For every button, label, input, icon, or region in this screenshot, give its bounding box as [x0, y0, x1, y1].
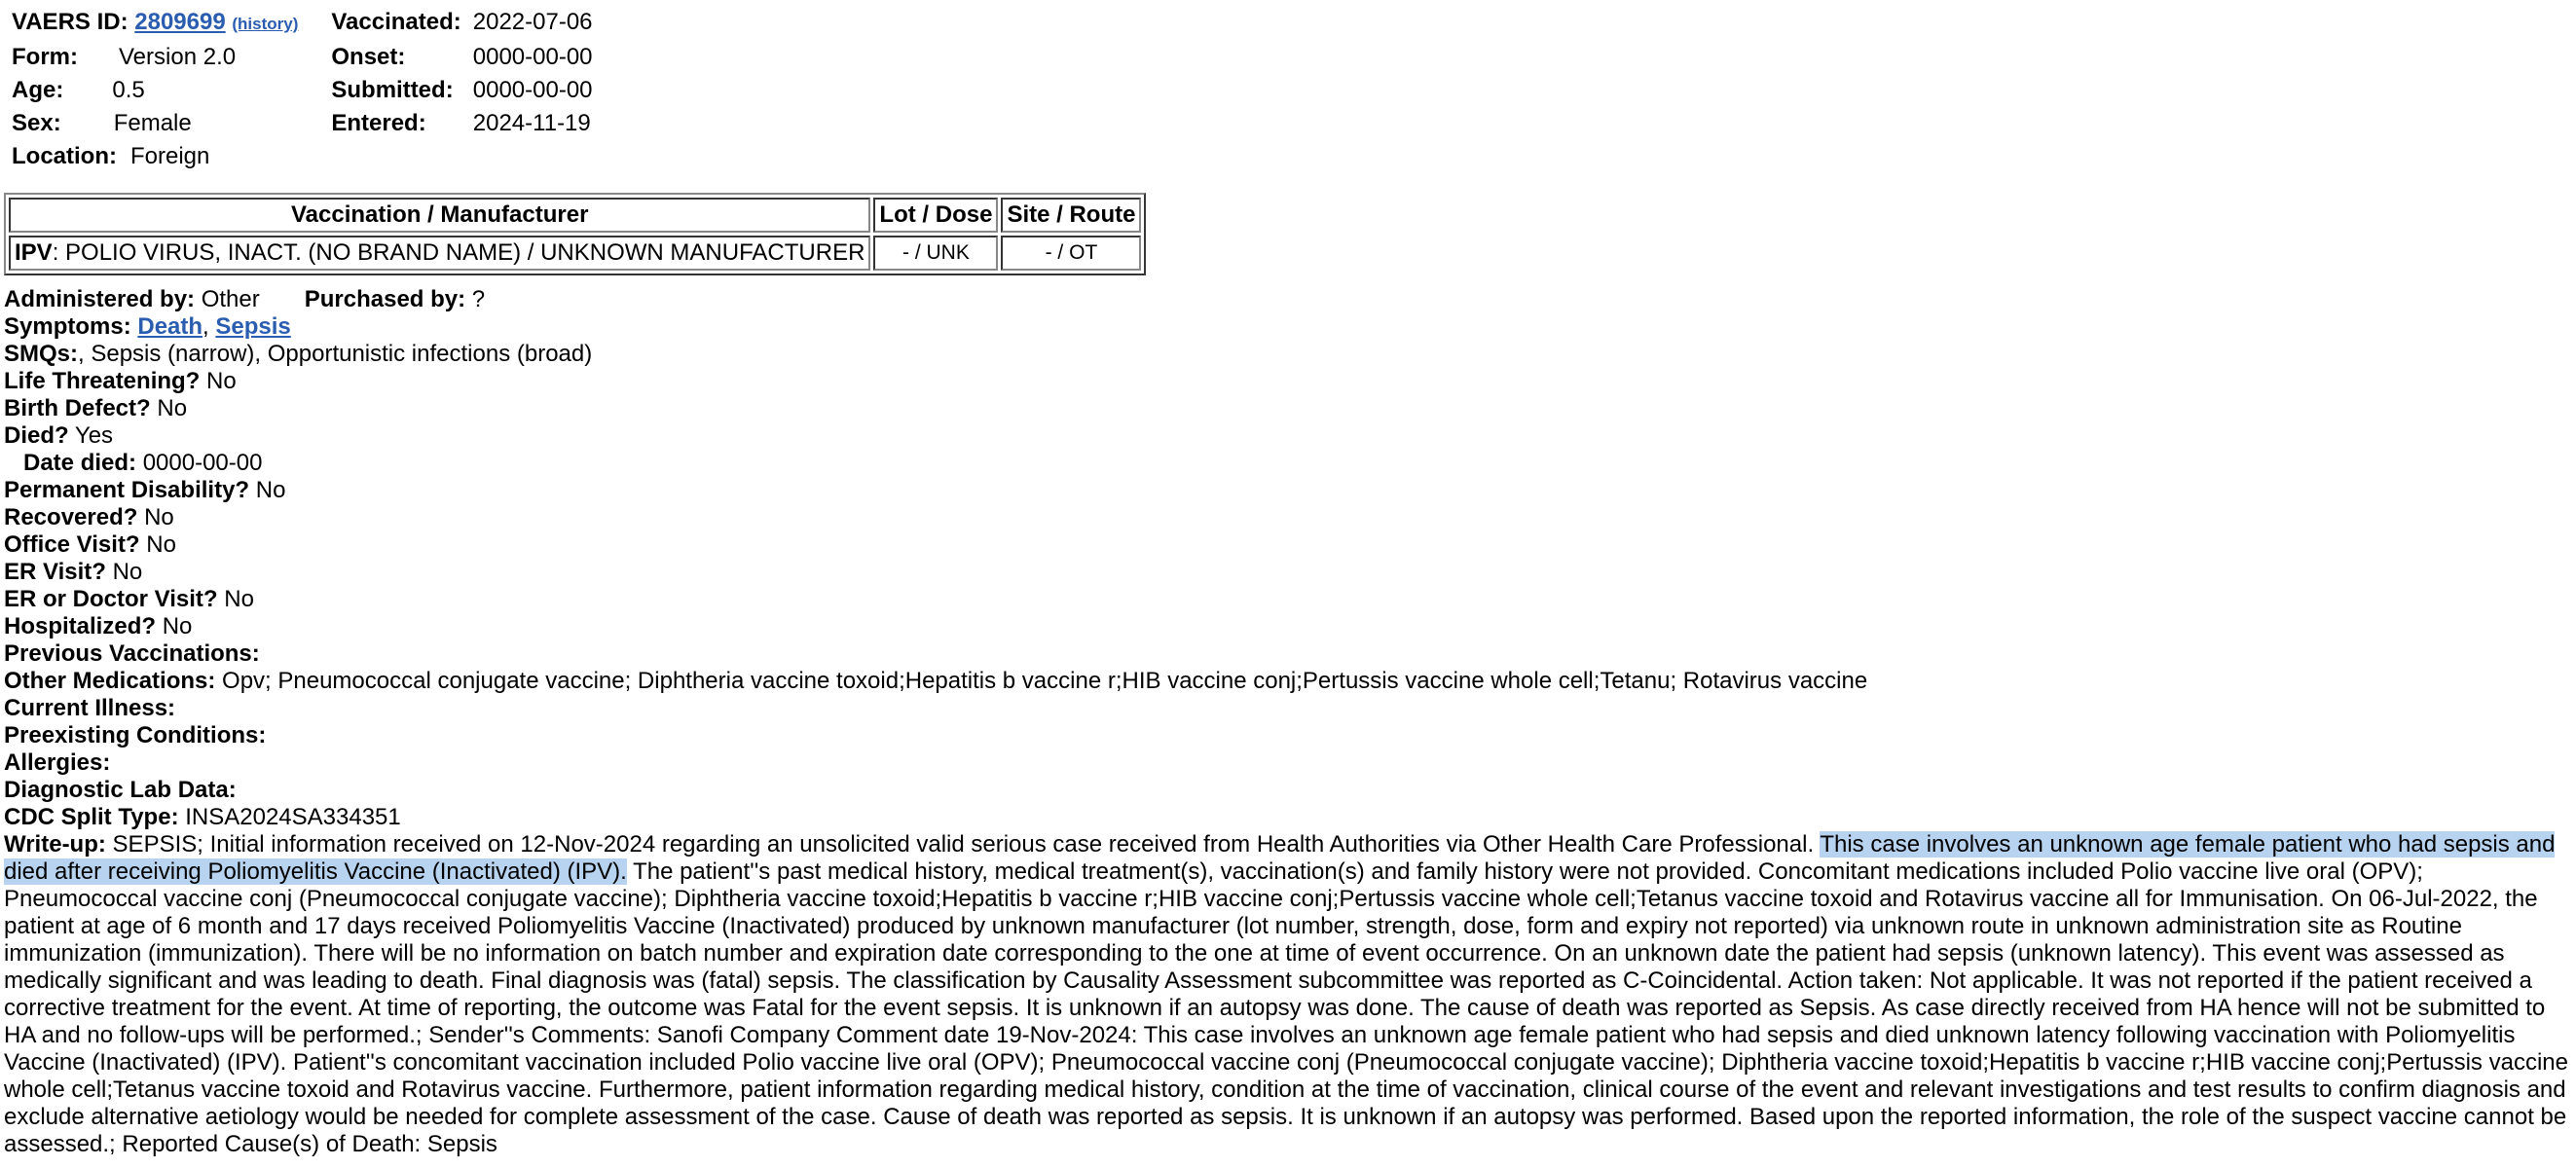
lot-dose-cell: - / UNK: [873, 236, 998, 271]
submitted-label: Submitted:: [331, 77, 454, 103]
col-site-route: Site / Route: [1001, 198, 1141, 233]
write-up-text: SEPSIS; Initial information received on 12-Nov-2024 regarding an unsolicited valid serious case received from Health Authorities via Other Health Care Professional.: [112, 831, 1821, 858]
sex-label: Sex:: [12, 110, 61, 136]
current-illness-line: Current Illness:: [4, 695, 176, 721]
col-lot-dose: Lot / Dose: [873, 198, 998, 233]
vaccine-table: [4, 193, 1146, 275]
form-label: Form:: [12, 44, 78, 70]
form-value: Version 2.0: [119, 44, 237, 70]
symptoms-line: Symptoms: Death, Sepsis: [4, 313, 291, 340]
site-route-cell: - / OT: [1001, 236, 1141, 271]
vaccine-name: : POLIO VIRUS, INACT. (NO BRAND NAME) / UNKNOWN MANUFACTURER: [52, 239, 865, 266]
smqs-line: SMQs:, Sepsis (narrow), Opportunistic infections (broad): [4, 341, 593, 367]
age-label: Age:: [12, 77, 64, 103]
entered-label: Entered:: [331, 110, 426, 136]
symptom-death-link[interactable]: Death: [137, 313, 203, 340]
disability-line: Permanent Disability? No: [4, 477, 286, 503]
recovered-line: Recovered? No: [4, 504, 174, 530]
er-visit-line: ER Visit? No: [4, 559, 143, 585]
location-value: Foreign: [130, 143, 210, 169]
lab-data-line: Diagnostic Lab Data:: [4, 777, 237, 803]
history-link[interactable]: (history): [232, 15, 299, 33]
vaccinated-value: 2022-07-06: [472, 9, 593, 35]
cdc-split-line: CDC Split Type: INSA2024SA334351: [4, 804, 401, 830]
allergies-line: Allergies:: [4, 749, 111, 776]
other-medications-line: Other Medications: Opv; Pneumococcal conjugate vaccine; Diphtheria vaccine toxoid;Hepatitis b vaccine r;HIB vaccine conj;Pertussis vaccine whole cell;Tetanu; Rotavirus vaccine: [4, 668, 1868, 694]
birth-defect-line: Birth Defect? No: [4, 395, 188, 421]
entered-value: 2024-11-19: [472, 110, 591, 136]
col-vaccination: Vaccination / Manufacturer: [9, 198, 870, 233]
hospitalized-line: Hospitalized? No: [4, 613, 193, 639]
office-visit-line: Office Visit? No: [4, 531, 176, 558]
vaccinated-label: Vaccinated:: [331, 9, 461, 35]
write-up-text-rest: The patient''s past medical history, medical treatment(s), vaccination(s) and family history were not provided. Concomitant medications included Polio vaccine live oral (OPV); Pneumococcal vaccine conj (Pneumococcal conjugate vaccine); Diphtheria vaccine toxoid;Hepatitis b vaccine r;HIB vaccine conj;Pertussis vaccine whole cell;Tetanus vaccine toxoid and Rotavirus vaccine all for Immunisation. On 06-Jul-2022, the patient at age of 6 month and 17 days received Poliomyelitis Vaccine (Inactivated) produced by unknown manufacturer (lot number, strength, dose, form and expiry not reported) via unknown route in unknown administration site as Routine immunization (immunization). There will be no information on batch number and expiration date corresponding to the one at time of event occurrence. On an unknown date the patient had sepsis (unknown latency). This event was assessed as medically significant and was leading to death. Final diagnosis was (fatal) sepsis. The classification by Causality Assessment subcommittee was reported as C-Coincidental. Action taken: Not applicable. It was not reported if the patient received a corrective treatment for the event. At time of reporting, the outcome was Fatal for the event sepsis. It is unknown if an autopsy was done. The cause of death was reported as Sepsis. As case directly received from HA hence will not be submitted to HA and no follow-ups will be performed.; Sender''s Comments: Sanofi Company Comment date 19-Nov-2024: This case involves an unknown age female patient who had sepsis and died unknown latency following vaccination with Poliomyelitis Vaccine (Inactivated) (IPV). Patient''s concomitant vaccination included Polio vaccine live oral (OPV); Pneumococcal vaccine conj (Pneumococcal conjugate vaccine); Diphtheria vaccine toxoid;Hepatitis b vaccine r;HIB vaccine conj;Pertussis vaccine whole cell;Tetanus vaccine toxoid and Rotavirus vaccine. Furthermore, patient information regarding medical history, condition at the time of vaccination, clinical course of the event and relevant investigations and test results to confirm diagnosis and exclude alternative aetiology would be needed for complete assessment of the case. Cause of death was reported as sepsis. It is unknown if an autopsy was performed. Based upon the reported information, the role of the suspect vaccine cannot be assessed.; Reported Cause(s) of Death: Sepsis: [4, 858, 2568, 1157]
sex-value: Female: [113, 110, 192, 136]
onset-label: Onset:: [331, 44, 406, 70]
onset-value: 0000-00-00: [472, 44, 593, 70]
table-row: [9, 236, 1141, 271]
location-label: Location:: [12, 143, 117, 169]
administered-line: Administered by: Other Purchased by: ?: [4, 286, 486, 312]
vaccine-table-header: [9, 198, 1141, 233]
write-up-selection: This case involves an unknown age female patient who had sepsis and died after receiving Poliomyelitis Vaccine (Inactivated) (IPV).: [4, 831, 2556, 885]
died-line: Died? Yes: [4, 422, 114, 449]
er-doctor-visit-line: ER or Doctor Visit? No: [4, 586, 254, 612]
submitted-value: 0000-00-00: [472, 77, 593, 103]
write-up: Write-up: SEPSIS; Initial information received on 12-Nov-2024 regarding an unsolicited valid serious case received from Health Authorities via Other Health Care Professional. This case involves an unknown age female patient who had sepsis and died after receiving Poliomyelitis Vaccine (Inactivated) (IPV). The patient''s past medical history, medical treatment(s), vaccination(s) and family history were not provided. Concomitant medications included Polio vaccine live oral (OPV); Pneumococcal vaccine conj (Pneumococcal conjugate vaccine); Diphtheria vaccine toxoid;Hepatitis b vaccine r;HIB vaccine conj;Pertussis vaccine whole cell;Tetanus vaccine toxoid and Rotavirus vaccine all for Immunisation. On 06-Jul-2022, the patient at age of 6 month and 17 days received Poliomyelitis Vaccine (Inactivated) produced by unknown manufacturer (lot number, strength, dose, form and expiry not reported) via unknown route in unknown administration site as Routine immunization (immunization). There will be no information on batch number and expiration date corresponding to the one at time of event occurrence. On an unknown date the patient had sepsis (unknown latency). This event was assessed as medically significant and was leading to death. Final diagnosis was (fatal) sepsis. The classification by Causality Assessment subcommittee was reported as C-Coincidental. Action taken: Not applicable. It was not reported if the patient received a corrective treatment for the event. At time of reporting, the outcome was Fatal for the event sepsis. It is unknown if an autopsy was done. The cause of death was reported as Sepsis. As case directly received from HA hence will not be submitted to HA and no follow-ups will be performed.; Sender''s Comments: Sanofi Company Comment date 19-Nov-2024: This case involves an unknown age female patient who had sepsis and died unknown latency following vaccination with Poliomyelitis Vaccine (Inactivated) (IPV). Patient''s concomitant vaccination included Polio vaccine live oral (OPV); Pneumococcal vaccine conj (Pneumococcal conjugate vaccine); Diphtheria vaccine toxoid;Hepatitis b vaccine r;HIB vaccine conj;Pertussis vaccine whole cell;Tetanus vaccine toxoid and Rotavirus vaccine. Furthermore, patient information regarding medical history, condition at the time of vaccination, clinical course of the event and relevant investigations and test results to confirm diagnosis and exclude alternative aetiology would be needed for complete assessment of the case. Cause of death was reported as sepsis. It is unknown if an autopsy was performed. Based upon the reported information, the role of the suspect vaccine cannot be assessed.; Reported Cause(s) of Death: Sepsis: [4, 831, 2568, 1157]
age-value: 0.5: [112, 77, 145, 103]
date-died-line: Date died: 0000-00-00: [23, 450, 263, 476]
symptom-sepsis-link[interactable]: Sepsis: [215, 313, 291, 340]
life-threatening-line: Life Threatening? No: [4, 368, 237, 394]
preexisting-line: Preexisting Conditions:: [4, 722, 267, 748]
previous-vaccinations-line: Previous Vaccinations:: [4, 640, 260, 667]
report-details: [4, 286, 2570, 1158]
vaers-id-link[interactable]: 2809699: [134, 9, 226, 35]
report-header: [4, 6, 601, 173]
vaccine-code: IPV: [15, 239, 53, 266]
vaers-id-label: VAERS ID: 2809699 (history): [12, 9, 299, 35]
